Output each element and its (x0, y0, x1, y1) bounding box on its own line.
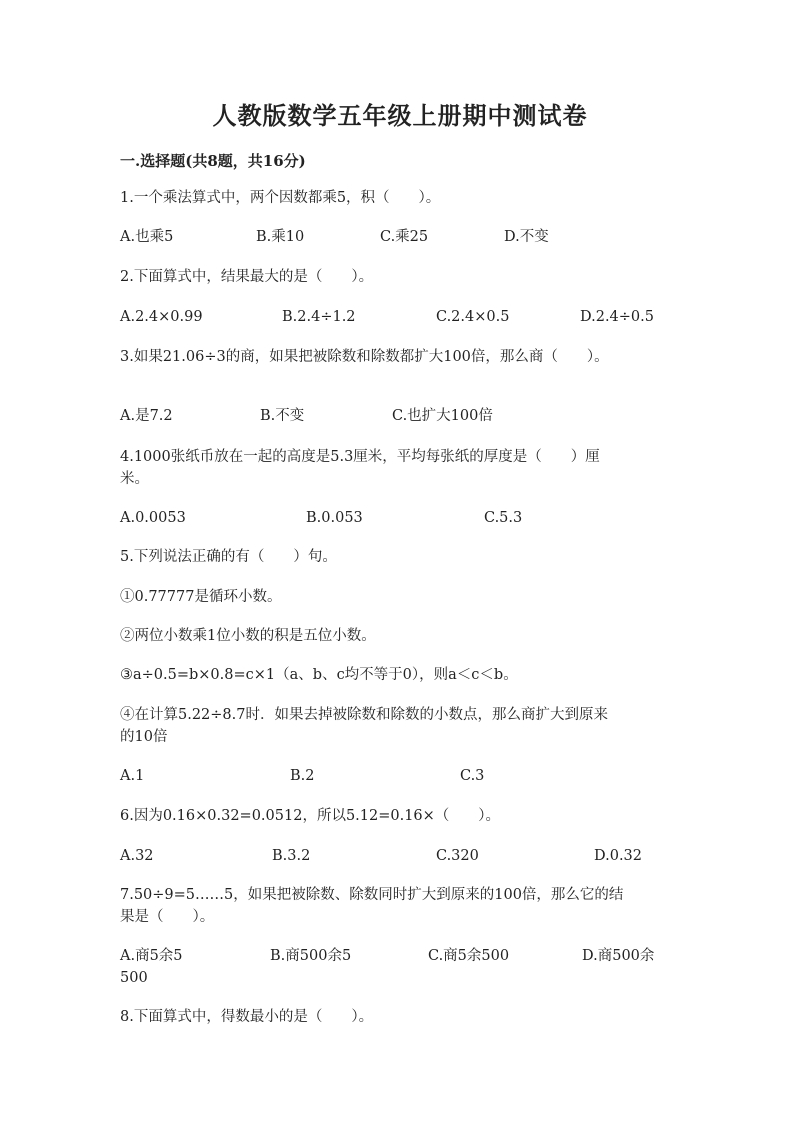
question-1-option-d: D.不变 (504, 229, 549, 245)
question-5-option-b: B.2 (290, 768, 315, 784)
question-6-option-a: A.32 (120, 848, 154, 864)
page-title: 人教版数学五年级上册期中测试卷 (212, 101, 588, 130)
question-7-option-d: D.商500余 (582, 948, 655, 964)
question-5-statement-4-line-1: ④在计算5.22÷8.7时．如果去掉被除数和除数的小数点，那么商扩大到原来 (120, 707, 608, 723)
question-7-option-c: C.商5余500 (428, 948, 510, 964)
question-5-option-c: C.3 (460, 768, 485, 784)
question-6-stem: 6.因为0.16×0.32=0.0512，所以5.12=0.16×（ ）。 (120, 808, 501, 824)
question-4-stem-line-1: 4.1000张纸币放在一起的高度是5.3厘米，平均每张纸的厚度是（ ）厘 (120, 449, 600, 465)
question-1-option-c: C.乘25 (380, 229, 429, 245)
question-4-option-c: C.5.3 (484, 510, 523, 526)
question-2-stem: 2.下面算式中，结果最大的是（ ）。 (120, 269, 374, 285)
question-4-stem-line-2: 米。 (120, 471, 149, 487)
question-6-option-c: C.320 (436, 848, 479, 864)
question-2-option-a: A.2.4×0.99 (120, 309, 203, 325)
question-5-option-a: A.1 (120, 768, 145, 784)
question-4-option-a: A.0.0053 (120, 510, 186, 526)
question-3-option-b: B.不变 (260, 408, 305, 424)
question-1-stem: 1.一个乘法算式中，两个因数都乘5，积（ ）。 (120, 190, 441, 206)
question-5-statement-2: ②两位小数乘1位小数的积是五位小数。 (120, 628, 376, 644)
question-7-option-a: A.商5余5 (120, 948, 183, 964)
question-3-option-a: A.是7.2 (120, 408, 173, 424)
question-7-stem-line-2: 果是（ ）。 (120, 909, 215, 925)
question-7-option-b: B.商500余5 (270, 948, 352, 964)
question-5-statement-4-line-2: 的10倍 (120, 729, 168, 745)
question-8-stem: 8.下面算式中，得数最小的是（ ）。 (120, 1009, 374, 1025)
question-3-option-c: C.也扩大100倍 (392, 408, 493, 424)
question-1-option-b: B.乘10 (256, 229, 305, 245)
question-2-option-c: C.2.4×0.5 (436, 309, 510, 325)
section-heading: 一.选择题(共8题，共16分) (120, 152, 306, 170)
question-5-statement-1: ①0.77777是循环小数。 (120, 589, 282, 605)
question-7-option-d-wrap: 500 (120, 970, 148, 986)
question-3-stem: 3.如果21.06÷3的商，如果把被除数和除数都扩大100倍，那么商（ ）。 (120, 349, 609, 365)
question-2-option-d: D.2.4÷0.5 (580, 309, 654, 325)
question-2-option-b: B.2.4÷1.2 (282, 309, 356, 325)
question-7-stem-line-1: 7.50÷9=5……5，如果把被除数、除数同时扩大到原来的100倍，那么它的结 (120, 887, 624, 903)
question-6-option-b: B.3.2 (272, 848, 311, 864)
question-5-statement-3: ③a÷0.5=b×0.8=c×1（a、b、c均不等于0），则a＜c＜b。 (120, 667, 518, 683)
question-5-stem: 5.下列说法正确的有（ ）句。 (120, 549, 337, 565)
question-6-option-d: D.0.32 (594, 848, 643, 864)
question-4-option-b: B.0.053 (306, 510, 363, 526)
question-1-option-a: A.也乘5 (120, 229, 174, 245)
